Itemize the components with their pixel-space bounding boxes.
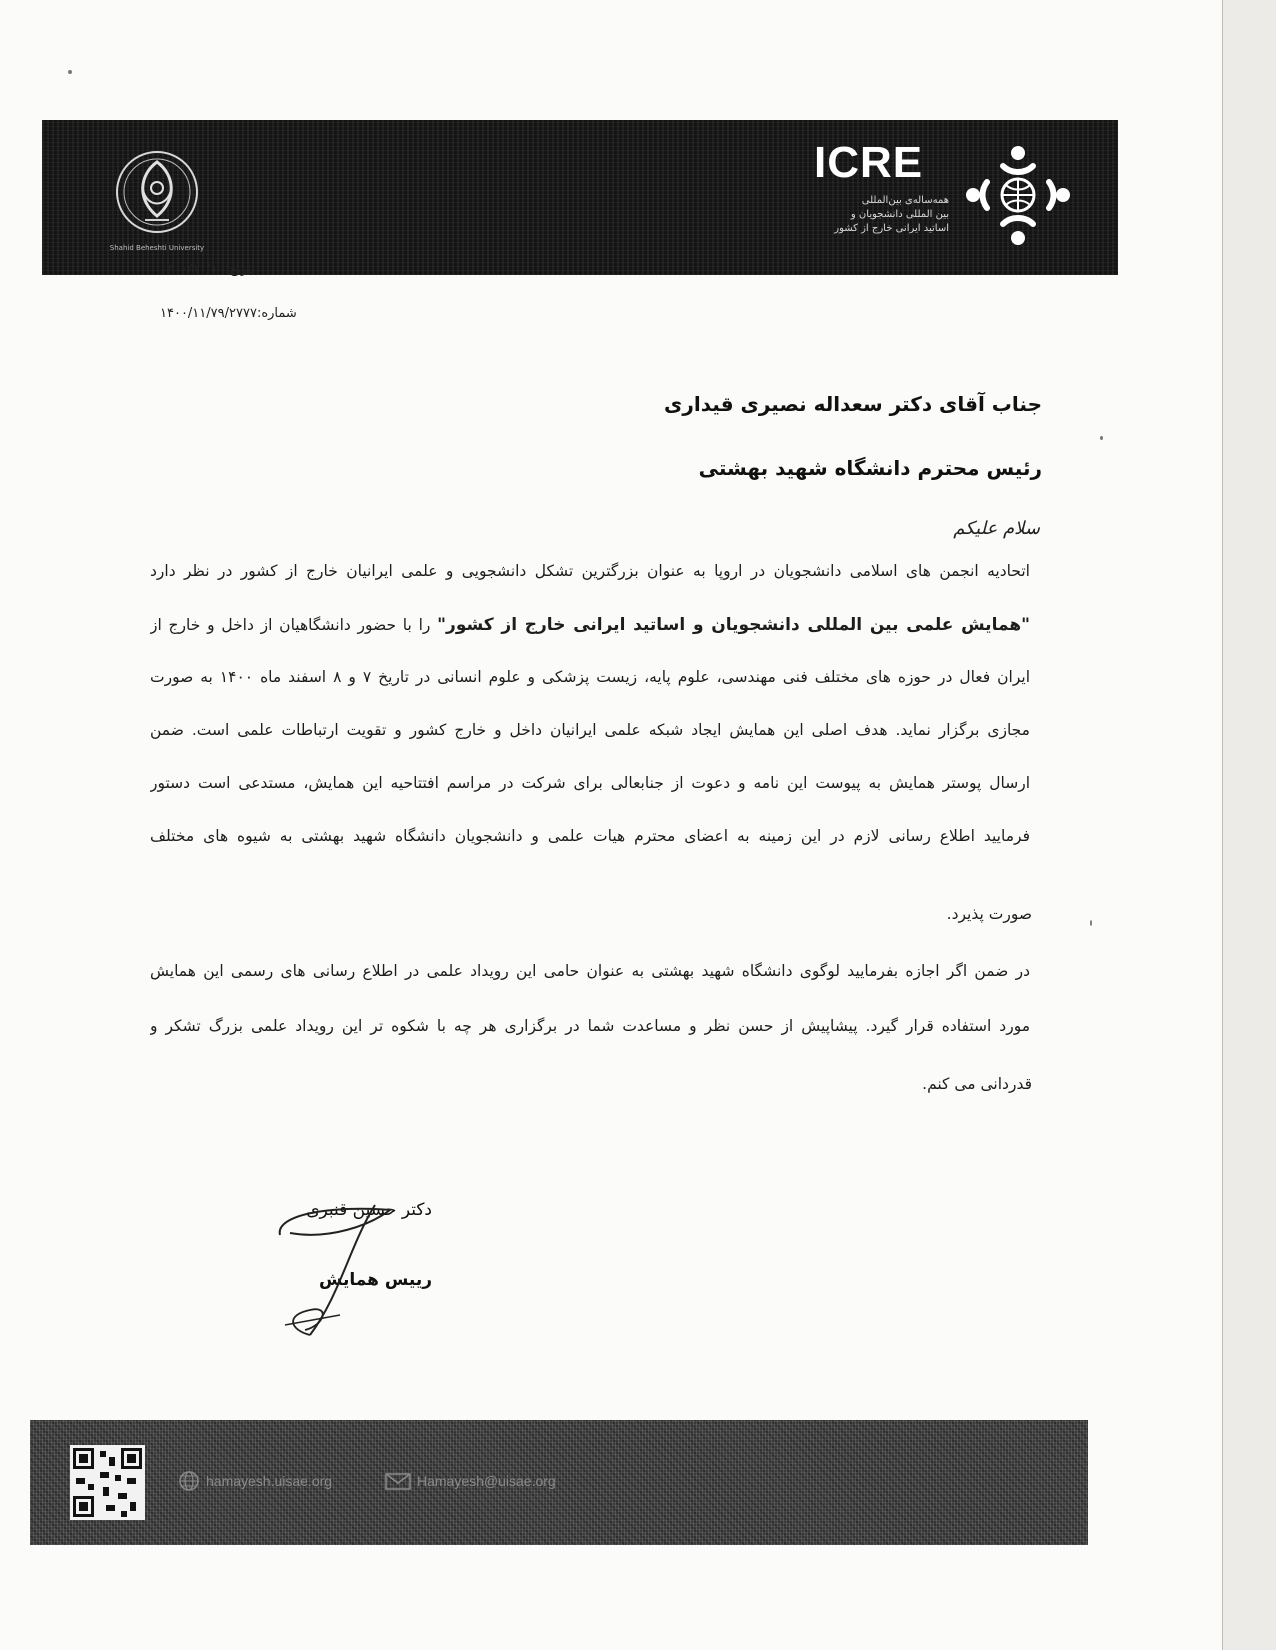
letterhead-footer xyxy=(30,1420,1088,1545)
greeting: سلام علیکم xyxy=(953,518,1040,539)
signer-name: دکتر حسین قنبری xyxy=(306,1200,432,1220)
website-contact xyxy=(178,1470,332,1492)
envelope-icon xyxy=(385,1470,411,1492)
date-label: تاریخ: xyxy=(224,262,255,277)
conference-title: "همایش علمی بین المللی دانشجویان و اساتید ایرانی خارج از کشور" xyxy=(437,615,1030,635)
body-line-10: قدردانی می کنم. xyxy=(922,1075,1032,1093)
handwritten-signature xyxy=(270,1185,420,1345)
globe-icon xyxy=(178,1470,200,1492)
scan-speck xyxy=(68,70,72,74)
icre-subtitle-line-3: اساتید ایرانی خارج از کشور xyxy=(834,223,949,234)
scan-speck xyxy=(1100,436,1103,440)
body-line-2 xyxy=(150,615,1030,635)
university-seal-icon xyxy=(107,130,207,260)
email-contact xyxy=(385,1470,556,1492)
body-line-3: ایران فعال در حوزه های مختلف فنی مهندسی، علوم پایه، زیست پزشکی و علوم انسانی در تاریخ ۷ و ۸ اسفند ماه ۱۴۰۰ به صورت xyxy=(150,668,1030,686)
website-url[interactable]: hamayesh.uisae.org xyxy=(206,1473,333,1489)
body-line-1: اتحادیه انجمن های اسلامی دانشجویان در اروپا به عنوان بزرگترین تشکل دانشجویی و علمی ایرانیان خارج از کشور در نظر دارد xyxy=(150,562,1030,580)
recipient-name: جناب آقای دکتر سعداله نصیری قیداری xyxy=(664,392,1042,416)
number-label: شماره: xyxy=(256,306,297,321)
body-line-6: فرمایید اطلاع رسانی لازم در این زمینه به اعضای محترم هیات علمی و دانشجویان دانشگاه شهید بهشتی به شیوه های مختلف xyxy=(150,827,1030,845)
icre-emblem-icon xyxy=(959,138,1077,253)
letter-number xyxy=(160,306,330,321)
icre-subtitle-line-1: همه‌ساله‌ی بین‌المللی xyxy=(861,195,949,206)
letter-date xyxy=(160,262,330,277)
qr-code-icon xyxy=(70,1445,145,1520)
icre-branding xyxy=(814,138,1094,258)
date-value: ۱۴۰۰/۱۱/۱۰ xyxy=(160,262,225,277)
icre-subtitle-line-2: بین المللی دانشجویان و xyxy=(850,209,949,220)
body-line-9: مورد استفاده قرار گیرد. پیشاپیش از حسن نظر و مساعدت شما در برگزاری هر چه با شکوه تر این رویداد علمی بزرگ تشکر و xyxy=(150,1017,1030,1035)
body-line-7: صورت پذیرد. xyxy=(946,905,1032,923)
qr-code xyxy=(70,1445,145,1520)
scan-speck xyxy=(1090,920,1092,926)
letterhead-banner xyxy=(42,120,1118,275)
seal-caption: Shahid Beheshti University xyxy=(109,244,205,252)
body-line-8: در ضمن اگر اجازه بفرمایید لوگوی دانشگاه شهید بهشتی به عنوان حامی این رویداد علمی در اطلاع رسانی های رسمی این همایش xyxy=(150,962,1030,980)
recipient-title: رئیس محترم دانشگاه شهید بهشتی xyxy=(698,456,1042,480)
body-line-4: مجازی برگزار نماید. هدف اصلی این همایش ایجاد شبکه علمی ایرانیان داخل و خارج کشور و تقویت ارتباطات علمی است. ضمن xyxy=(150,721,1030,739)
body-line-5: ارسال پوستر همایش به پیوست این نامه و دعوت از جنابعالی برای شرکت در مراسم افتتاحیه این همایش، مستدعی است دستور xyxy=(150,774,1030,792)
email-address[interactable]: Hamayesh@uisae.org xyxy=(417,1473,556,1489)
icre-wordmark: ICRE xyxy=(814,138,924,187)
signer-role: رییس همایش xyxy=(318,1270,432,1290)
body-line-2-rest: را با حضور دانشگاهیان از داخل و خارج از xyxy=(150,616,431,634)
number-value: ۱۴۰۰/۱۱/۷۹/۲۷۷۷ xyxy=(160,306,257,321)
